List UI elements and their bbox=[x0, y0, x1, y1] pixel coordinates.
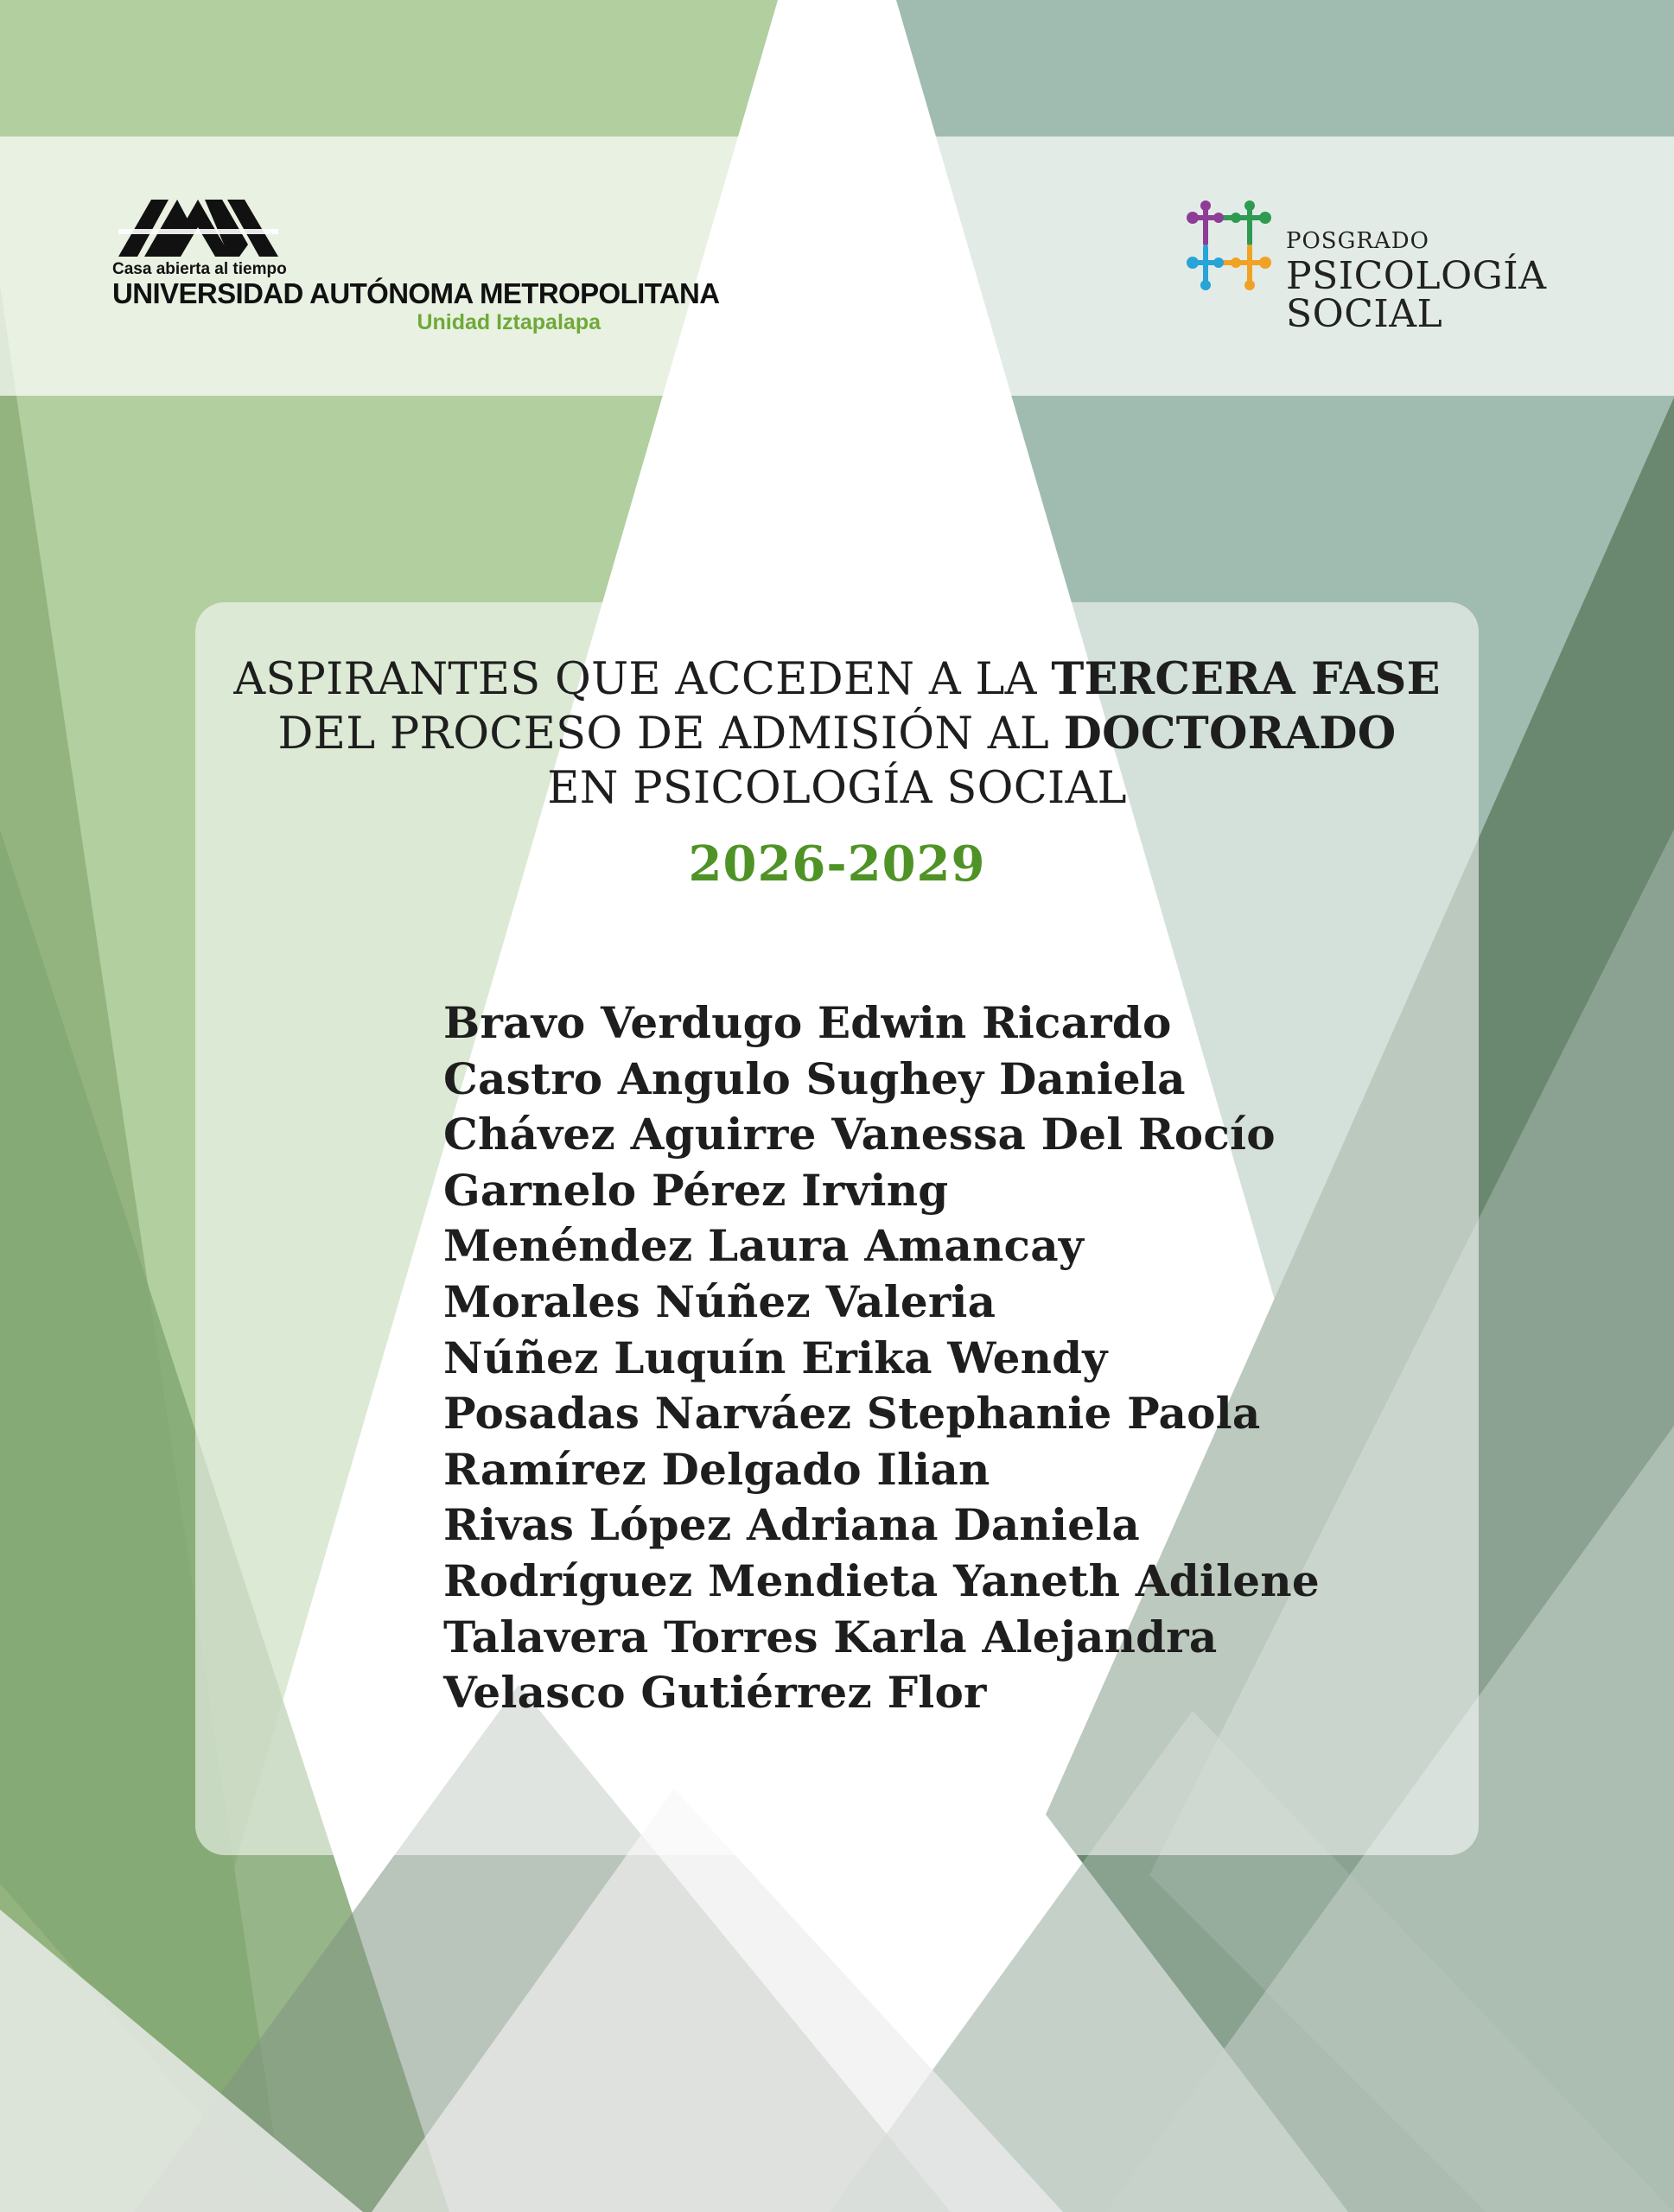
applicant-name: Talavera Torres Karla Alejandra bbox=[443, 1611, 1218, 1662]
announcement-panel bbox=[195, 602, 1479, 1855]
announcement-heading bbox=[195, 652, 1479, 816]
applicant-name: Posadas Narváez Stephanie Paola bbox=[443, 1388, 1261, 1440]
uam-name: UNIVERSIDAD AUTÓNOMA METROPOLITANA bbox=[112, 277, 720, 309]
program-logo bbox=[1184, 200, 1590, 339]
heading-line-1-text: ASPIRANTES QUE ACCEDEN A LA bbox=[233, 654, 1052, 705]
admission-period: 2026-2029 bbox=[688, 836, 986, 893]
applicant-name: Morales Núñez Valeria bbox=[443, 1275, 996, 1327]
applicant-name: Velasco Gutiérrez Flor bbox=[443, 1667, 987, 1719]
uam-unit: Unidad Iztapalapa bbox=[417, 310, 601, 334]
applicant-list bbox=[443, 995, 1320, 1721]
applicant-name: Núñez Luquín Erika Wendy bbox=[443, 1332, 1108, 1383]
applicant-name: Garnelo Pérez Irving bbox=[443, 1164, 949, 1216]
heading-line-1-emphasis: TERCERA FASE bbox=[1051, 653, 1441, 705]
heading-line-2-emphasis: DOCTORADO bbox=[1063, 708, 1397, 760]
applicant-name: Rodríguez Mendieta Yaneth Adilene bbox=[443, 1554, 1320, 1606]
applicant-name: Bravo Verdugo Edwin Ricardo bbox=[443, 997, 1172, 1048]
applicant-name: Ramírez Delgado Ilian bbox=[443, 1443, 990, 1495]
applicant-name: Chávez Aguirre Vanessa Del Rocío bbox=[443, 1109, 1276, 1160]
program-label: POSGRADO bbox=[1286, 228, 1429, 254]
network-people-icon bbox=[1184, 200, 1274, 290]
program-name-line1: PSICOLOGÍA bbox=[1286, 254, 1547, 298]
applicant-name: Rivas López Adriana Daniela bbox=[443, 1499, 1140, 1551]
heading-line-2-text: DEL PROCESO DE ADMISIÓN AL bbox=[277, 709, 1064, 760]
applicant-name: Menéndez Laura Amancay bbox=[443, 1220, 1085, 1272]
uam-tagline: Casa abierta al tiempo bbox=[112, 260, 287, 278]
applicant-name: Castro Angulo Sughey Daniela bbox=[443, 1052, 1186, 1104]
heading-line-1 bbox=[195, 652, 1479, 707]
uam-logo bbox=[108, 194, 720, 341]
heading-line-3: EN PSICOLOGÍA SOCIAL bbox=[547, 763, 1127, 814]
uam-emblem-icon bbox=[118, 194, 278, 259]
heading-line-2 bbox=[195, 707, 1479, 761]
program-name-line2: SOCIAL bbox=[1286, 292, 1443, 336]
